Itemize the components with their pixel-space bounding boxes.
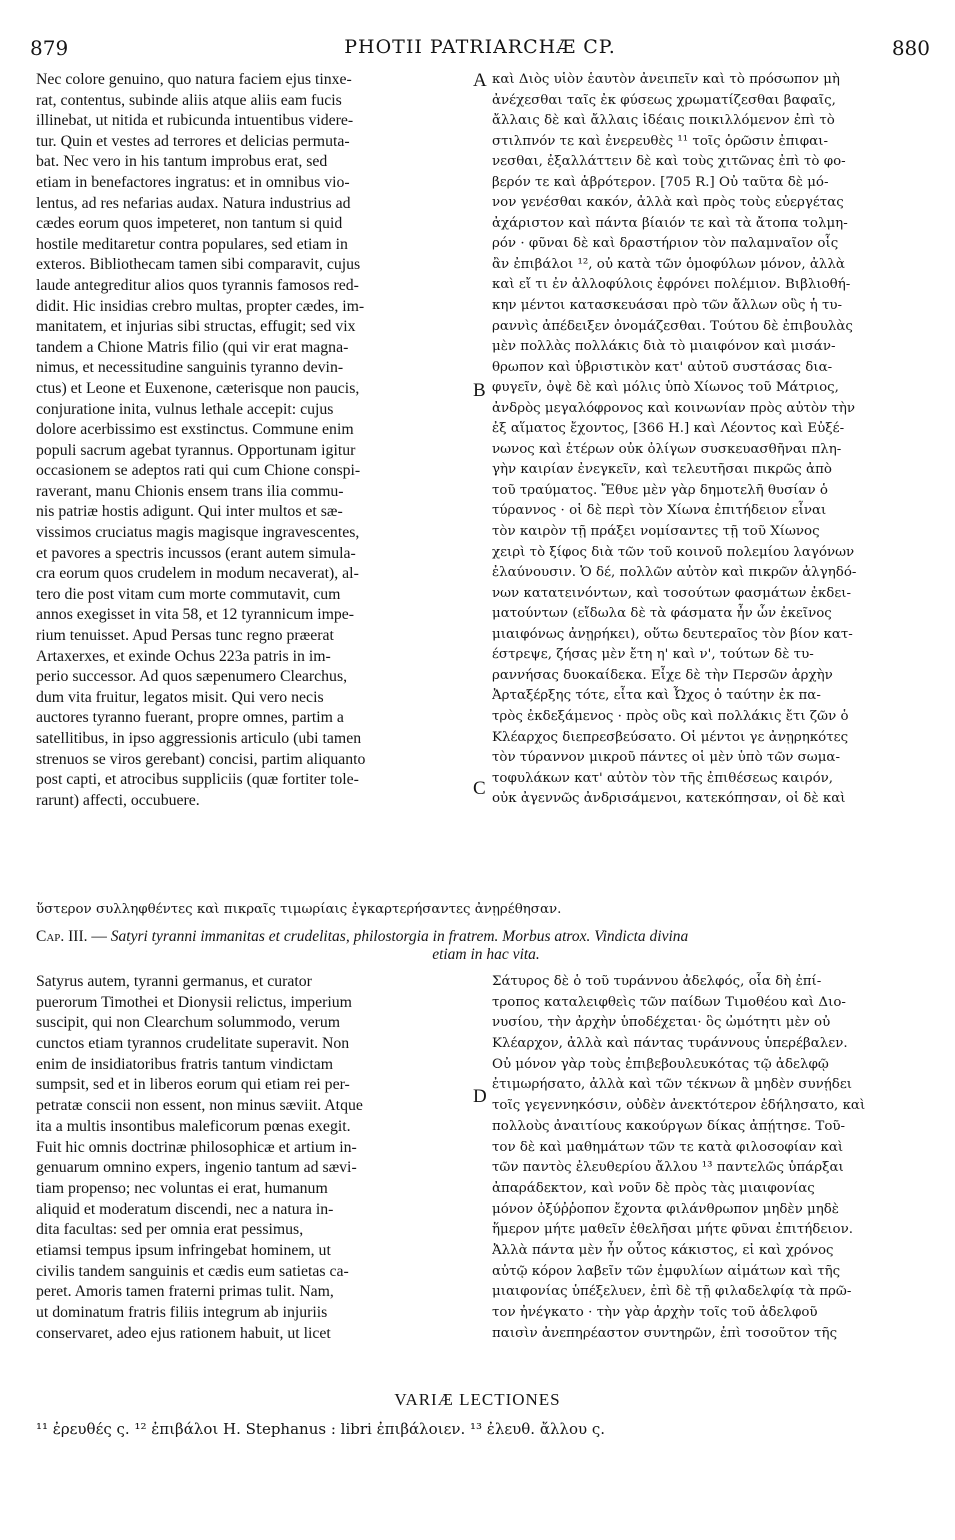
text-line: βερόν τε καὶ ἁβρότερον. [705 R.] Οὐ ταῦτα δὲ μό- [492,174,829,190]
text-line: ita a multis insontibus maleficorum pœnas exegit. [36,1117,351,1135]
text-line: dum vita fruitur, legatos misit. Qui vero necis [36,688,324,706]
text-line: Nec colore genuino, quo natura faciem ejus tinxe- [36,71,352,88]
text-line: ἀχάριστον καὶ πάντα βίαιόν τε καὶ τὰ ἄτοπα τολμη- [492,215,848,231]
text-line: occasionem se adeptos rati qui cum Chione conspi- [36,462,361,480]
text-line: auctores tyranno fuerant, propre omnes, partim a [36,709,344,727]
text-line: θρωπον καὶ ὑβριστικὸν κατ' αὐτοῦ συστάσας δια- [492,359,833,375]
right-page-number: 880 [891,36,930,60]
text-line: ἥμερον μήτε μαθεῖν ἐθελῆσαι μήτε φῦναι ἐπιτήδειον. [492,1222,854,1238]
text-line: tur. Quin et vestes ad terrores et delicias permuta- [36,132,350,150]
section-marker-d: D [473,1086,487,1107]
chapter-heading [36,928,936,946]
text-line: cra eorum quos crudelem in modum necaverat), al- [36,565,359,583]
text-line: έστρεψε, ζήσας μὲν ἔτη η' καὶ ν', τούτων δὲ τυ- [492,647,814,663]
text-line: cunctos etiam tyrannos crudelitate superavit. Non [36,1035,350,1053]
text-line: etiamsi tempus ipsum infringebat hominem, ut [36,1241,331,1259]
text-line: peret. Amoris tamen fraterni primas tulit. Nam, [36,1283,334,1301]
text-line: ραννὶς ἀπέδειξεν ὀνομάζεσθαι. Τούτου δὲ ἐπιβουλὰς [492,318,853,334]
text-line: satellitibus, in ipso aggressionis articulo (ubi tamen [36,730,362,747]
text-line: χειρὶ τὸ ξίφος διὰ τῶν τοῦ κοινοῦ πολεμίου λαγόνων [492,544,855,560]
text-line: vissimos cruciatus magis magisque ingravescentes, [36,524,360,542]
text-line: nimus, et necessitudine sanguinis tyranno devin- [36,359,344,377]
text-line: didit. Hic insidias crebro multas, propter cædes, im- [36,297,365,315]
text-line: Ἀρταξέρξης τότε, εἶτα καὶ Ὦχος ὁ ταύτην ἐκ πα- [492,688,821,704]
text-line: τον ἠνέγκατο · τὴν γὰρ ἀρχὴν τοῖς τοῦ ἀδελφοῦ [492,1305,818,1320]
text-line: etiam in benefactores ingratus: et in omnibus vio- [36,173,350,191]
text-line: suscipit, qui non Clearchum solummodo, verum [36,1014,341,1032]
text-line: rium tenuisset. Apud Persas tunc regno præerat [36,627,334,645]
text-line: perio successor. Ad quos sæpenumero Clearchus, [36,668,348,686]
text-line: ἐλαύνουσιν. Ὁ δέ, πολλῶν αὐτὸν καὶ πικρῶν ἀλγηδό- [492,565,857,581]
text-line: sumpsit, sed et in liberos eorum qui etiam rei per- [36,1076,350,1094]
text-line: ἐτιμωρήσατο, ἀλλὰ καὶ τῶν τέκνων ἃ μηδὲν συνῄδει [492,1077,853,1093]
text-line: ἀπαράδεκτον, καὶ νοῦν δὲ πρὸς τὰς μιαιφονίας [492,1180,815,1196]
variae-lectiones-notes: ¹¹ ἐρευθές ς. ¹² ἐπιβάλοι H. Stephanus : libri ἐπιβάλοιεν. ¹³ ἐλευθ. ἄλλου ς. [36,1420,606,1438]
text-line: ματούντων (εἴδωλα δὲ τὰ φάσματα ἦν ὧν ἐκεῖνος [492,606,832,622]
text-line: μιαιφόνως ἀνῃρήκει), οὕτω δευτεραῖος τὸν βίον κατ- [492,626,853,642]
text-line: Οὐ μόνον γὰρ τοὺς ἐπιβεβουλευκότας τῷ ἀδελφῷ [492,1056,829,1072]
text-line: τρὸς ἐκδεξάμενος · πρὸς οὓς καὶ πολλάκις ἔτι ζῶν ὁ [492,708,849,724]
text-line: genuarum omnino expers, ingenio tantum ad sævi- [36,1159,357,1177]
latin-column-part1 [36,70,470,811]
chapter-title-line1: Satyri tyranni immanitas et crudelitas, philostorgia in fratrem. Morbus atrox. Vindicta divina [110,928,689,945]
text-line: στιλπνόν τε καὶ ἐνερευθὲς ¹¹ τοῖς ὁρῶσιν ἐπιφαι- [492,133,828,149]
text-line: conservaret, adeo ejus rationem habuit, ut licet [36,1324,331,1342]
text-line: Satyrus autem, tyranni germanus, et curator [36,973,312,990]
greek-fullwidth-line: ὕστερον συλληφθέντες καὶ πικραῖς τιμωρίαις ἐγκαρτερήσαντες ἀνῃρέθησαν. [36,902,562,917]
text-line: ctus) et Leone et Euxenone, cæterisque non paucis, [36,379,360,397]
running-title: PHOTII PATRIARCHÆ CP. [344,36,616,58]
text-line: lentus, ad res nefarias audax. Natura industrius ad [36,194,351,212]
text-line: Κλέαρχον, ἀλλὰ καὶ πάντας τυράννους ὑπερέβαλεν. [492,1036,848,1052]
text-line: Σάτυρος δὲ ὁ τοῦ τυράννου ἀδελφός, οἷα δὴ ἐπί- [492,974,822,989]
text-line: τροπος καταλειφθεὶς τῶν παίδων Τιμοθέου καὶ Διο- [492,994,846,1010]
text-line: καὶ Διὸς υἱὸν ἑαυτὸν ἀνειπεῖν καὶ τὸ πρόσωπον μὴ [492,72,840,87]
text-line: Ἀλλὰ πάντα μὲν ἦν οὗτος κάκιστος, εἰ καὶ χρόνος [492,1242,834,1258]
text-line: τύραννος · οἱ δὲ περὶ τὸν Χίωνα ἐπιτήδειον εἶναι [492,503,827,519]
text-line: tiam propenso; nec voluntas ei erat, humanum [36,1179,328,1197]
text-line: τῶν παντὸς ἐλευθερίου ἄλλου ¹³ παντελῶς ὑπάρξαι [492,1160,844,1176]
text-line: μιαιφονίας ὑπέξελυεν, ἐπὶ δὲ τῇ φιλαδελφίᾳ τὰ πρῶ- [492,1284,852,1300]
text-line: tandem a Chione Matris filio (qui vir erat magna- [36,338,349,356]
text-line: φυγεῖν, ὀψὲ δὲ καὶ μόλις ὑπὸ Χίωνος τοῦ Μάτριος, [492,380,839,396]
text-line: κην μέντοι κατασκευάσαι πρὸ τῶν ἄλλων οὓς ἡ τυ- [492,298,843,314]
text-line: annos exegisset in vita 58, et 12 tyrannicum impe- [36,606,355,624]
text-line: nis patriæ hostis adigunt. Qui inter multos et sæ- [36,503,343,521]
text-line: et pavores a spectris incussos (erant autem simula- [36,544,356,562]
text-line: γὴν καιρίαν ἐνεγκεῖν, καὶ τελευτῆσαι πικρῶς ἀπὸ [492,462,832,478]
section-marker-c: C [473,778,486,799]
text-line: exteros. Bibliothecam tamen sibi comparavit, cujus [36,256,361,274]
text-line: τὸν τύραννον μικροῦ πάντες οἱ μὲν ὑπὸ τῶν σωμα- [492,750,840,766]
text-line: Fuit hic omnis doctrinæ philosophicæ et artium in- [36,1138,357,1156]
text-line: dita facultas: sed per omnia erat pessimus, [36,1221,304,1239]
text-line: μόνον ὀξύῤῥοπον ἔχοντα φιλάνθρωπον μηδὲν μηδὲ [492,1201,839,1217]
text-line: τοῖς γεγεννηκόσιν, οὐδὲν ἀνεκτότερον ἐδήλησατο, καὶ [492,1098,866,1114]
text-line: cædes eorum quos impeteret, non tantum si quid [36,215,343,233]
text-line: Artaxerxes, et exinde Ochus 223a patris in im- [36,647,331,665]
text-line: populi sacrum agebat tyrannus. Opportunam igitur [36,441,356,459]
text-line: raverant, manu Chionis ensem trans ilia commu- [36,482,344,500]
text-line: rat, contentus, subinde aliis atque aliis eam fucis [36,91,342,109]
text-line: αὐτῷ κόρον λαβεῖν τῶν ἐμφυλίων αἱμάτων καὶ τῆς [492,1263,841,1279]
text-line: νυσίου, τὴν ἀρχὴν ὑποδέχεται· ὃς ὠμότητι μὲν οὐ [492,1015,831,1031]
text-line: πολλοὺς ἀναιτίους κακούργων δίκας ἀπῄτησε. Τοῦ- [492,1118,846,1134]
text-line: puerorum Timothei et Dionysii relictus, imperium [36,993,352,1011]
text-line: νων κατατεινόντων, καὶ τοσούτων φασμάτων ἐκδει- [492,585,852,601]
chapter-label: Cap. III. [36,928,88,945]
section-marker-a: A [473,70,487,91]
text-line: νωνος καὶ ἑτέρων οὐκ ὀλίγων συσκευασθῆναι πλη- [492,441,842,457]
text-line: ut dominatum fratris filiis integrum ab injuriis [36,1304,328,1321]
text-line: ρόν · φῦναι δὲ καὶ δραστήριον τὸν παλαμναῖον οἷς [492,236,839,252]
page-header [30,36,930,66]
text-line: laude antegreditur alios quos tyrannis famosos red- [36,276,359,294]
text-line: νεσθαι, ἐξαλλάττειν δὲ καὶ τοὺς χιτῶνας ἐπὶ τὸ φο- [492,154,846,170]
text-line: bat. Nec vero in his tantum improbus erat, sed [36,153,328,171]
latin-column-part2 [36,972,470,1344]
text-line: ἄλλαις δὲ καὶ ἄλλαις ἰδέαις ποικιλλόμενον ἐπὶ τὸ [492,113,835,129]
text-line: enim de insidiatoribus fratris tantum vindictam [36,1055,334,1073]
text-line: τοῦ τραύματος. Ἔθυε μὲν γὰρ δημοτελῆ θυσίαν ὁ [492,482,828,498]
text-line: ἀνέχεσθαι ταῖς ἐκ φύσεως χρωματίζεσθαι βαφαῖς, [492,92,836,108]
left-page-number: 879 [30,36,69,60]
text-line: tero die post vitam cum morte commutavit, cum [36,585,341,603]
section-marker-b: B [473,380,486,401]
text-line: παισὶν ἀνεπηρέαστον συντηρῶν, ἐπὶ τοσοῦτον τῆς [492,1325,838,1341]
greek-column-part1 [492,70,930,810]
text-line: post capti, et atrocibus suppliciis (quæ fortiter tole- [36,771,359,789]
text-line: ἂν ἐπιβάλοι ¹², οὐ κατὰ τῶν ὁμοφύλων μόνον, ἀλλὰ [492,256,845,272]
text-line: Κλέαρχος διεπρεσβεύσατο. Οἱ μέντοι γε ἀνῃρηκότες [492,729,849,745]
text-line: καὶ εἴ τι ἐν ἀλλοφύλοις ἐφρόνει πολέμιον. Βιβλιοθή- [492,277,851,293]
text-line: hostile meditaretur contra populares, sed etiam in [36,235,348,253]
text-line: aliquid et moderatum discendi, nec a natura in- [36,1200,334,1218]
text-line: illinebat, ut nitida et rubicunda intuentibus videre- [36,112,354,130]
text-line: ραννήσας δυοκαίδεκα. Εἶχε δὲ τὴν Περσῶν ἀρχὴν [492,667,833,683]
text-line: conjuratione inita, vulnus lethale accepit: cujus [36,400,334,418]
text-line: ἐξ αἵματος ἔχοντος, [366 H.] καὶ Λέοντος καὶ Εὐξέ- [492,421,845,437]
text-line: manitatem, et injurias sibi structas, effugit; sed vix [36,318,356,336]
text-line: τὸν καιρὸν τῇ πράξει νομίσαντες τῇ τοῦ Χίωνος [492,524,820,540]
text-line: civilis tandem sanguinis et cædis eum satietas ca- [36,1262,349,1280]
text-line: dolore acerbissimo est exstinctus. Commune enim [36,421,354,439]
text-line: rarunt) affecti, occubuere. [36,791,200,809]
variae-lectiones-heading: VARIÆ LECTIONES [394,1390,561,1409]
chapter-title-line2: etiam in hac vita. [432,946,540,963]
text-line: οὐκ ἀγεννῶς ἀνδρισάμενοι, κατεκόπησαν, οἱ δὲ καὶ [492,791,846,807]
text-line: strenuos se viros gerebant) concisi, partim aliquanto [36,750,366,768]
text-line: τον δὲ καὶ μαθημάτων τῶν τε κατὰ φιλοσοφίαν καὶ [492,1139,844,1155]
text-line: ἀνδρὸς μεγαλόφρονος καὶ κοινωνίαν πρὸς αὐτὸν τὴν [492,400,856,416]
text-line: petratæ conscii non essent, non minus sæviit. Atque [36,1097,363,1115]
greek-column-part2 [492,972,930,1344]
text-line: τοφυλάκων κατ' αὐτὸν τὸν τῆς ἐπιθέσεως καιρόν, [492,770,834,786]
chapter-dash: — [87,928,111,945]
text-line: νον γενέσθαι κακόν, ἀλλὰ καὶ πρὸς τοὺς εὐεργέτας [492,195,844,211]
text-line: μὲν πολλὰς πολλάκις διὰ τὸ μιαιφόνον καὶ μισάν- [492,339,836,355]
